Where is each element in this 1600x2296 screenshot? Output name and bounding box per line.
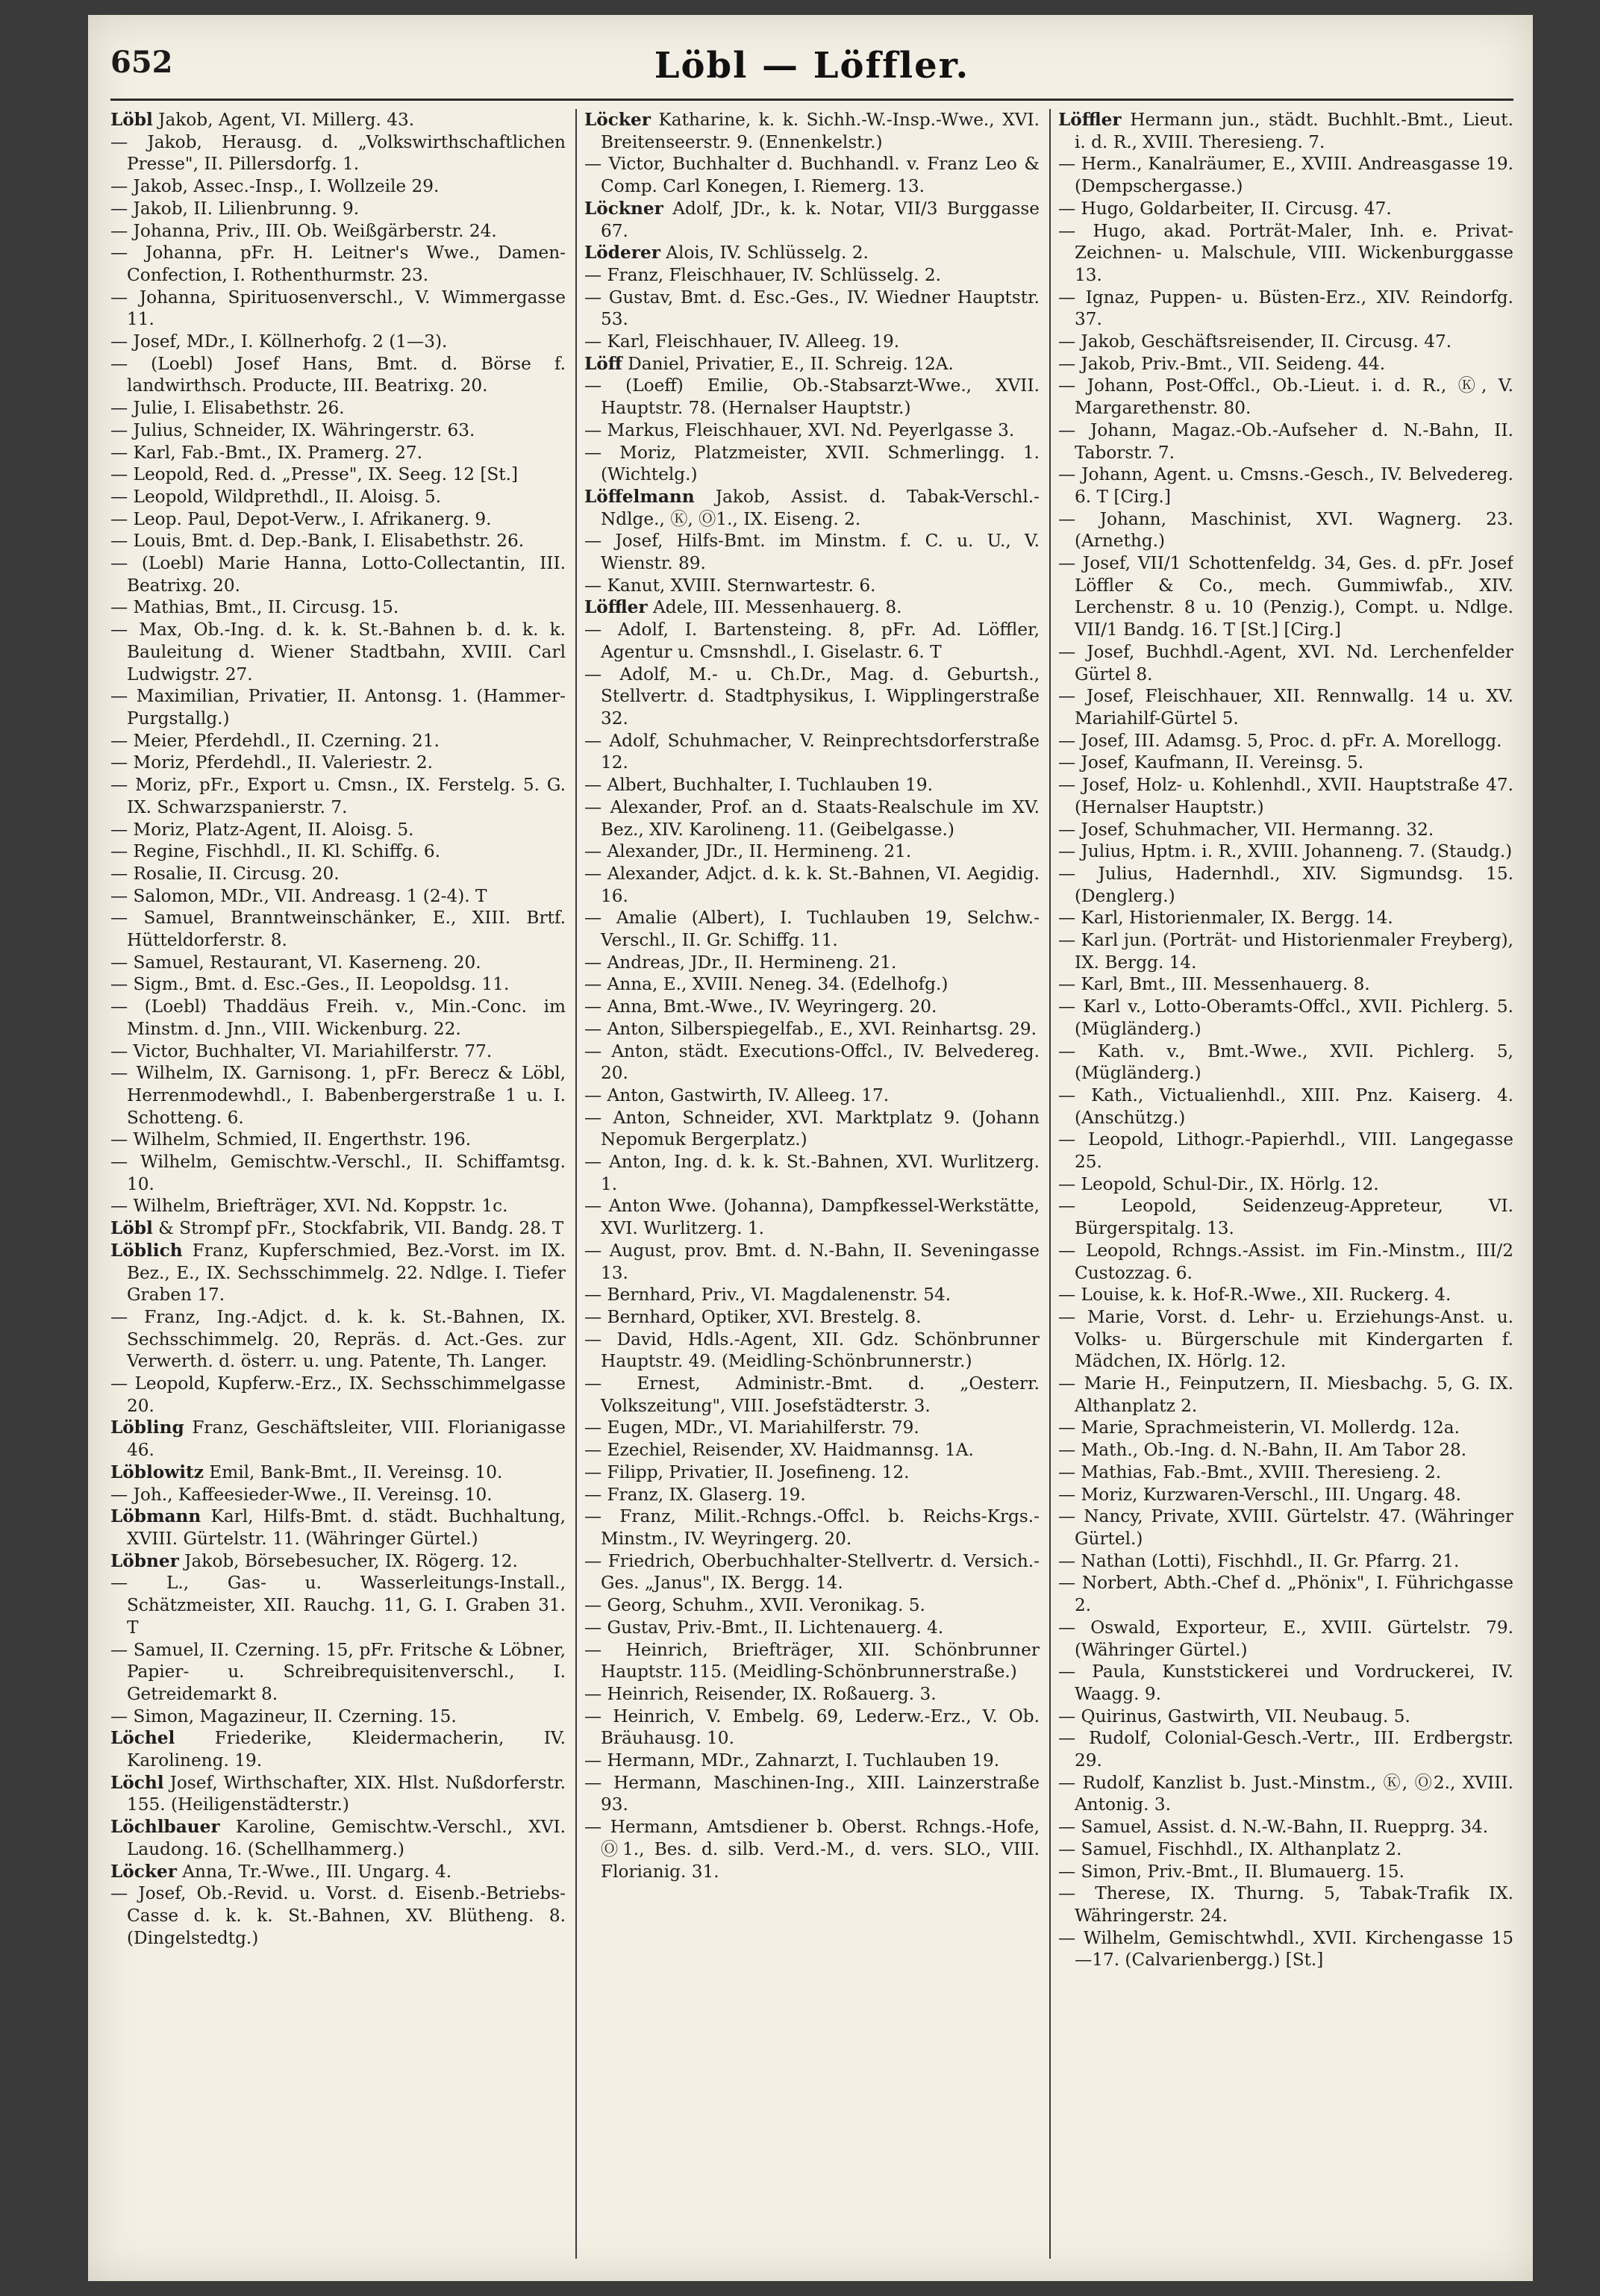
directory-entry: — Wilhelm, IX. Garnisong. 1, pFr. Berecz & Löbl, Herrenmodewhdl., I. Babenbergerstraße 1 u. I. Schotteng. 6.: [110, 1063, 566, 1128]
directory-entry: — Anna, Bmt.-Wwe., IV. Weyringerg. 20.: [584, 996, 937, 1017]
directory-entry: — Adolf, I. Bartensteing. 8, pFr. Ad. Löffler, Agentur u. Cmsnshdl., I. Giselastr. 6. T: [584, 620, 1040, 662]
page-number: 652: [110, 45, 173, 80]
directory-entry: — Franz, Ing.-Adjct. d. k. k. St.-Bahnen, IX. Sechsschimmelg. 20, Repräs. d. Act.-Ges. zur Verwerth. d. österr. u. ung. Patente, Th. Langer.: [110, 1306, 566, 1372]
directory-entry: — Julius, Schneider, IX. Währingerstr. 63.: [110, 419, 475, 440]
directory-entry: — Anton, Schneider, XVI. Marktplatz 9. (Johann Nepomuk Bergerplatz.): [584, 1107, 1040, 1150]
directory-entry: — Filipp, Privatier, II. Josefineng. 12.: [584, 1461, 910, 1482]
directory-entry: Löbl & Strompf pFr., Stockfabrik, VII. Bandg. 28. T: [110, 1218, 564, 1239]
directory-entry: Löffelmann Jakob, Assist. d. Tabak-Verschl.-Ndlge., Ⓚ, Ⓞ1., IX. Eiseng. 2.: [584, 486, 1040, 529]
directory-entry: — Rosalie, II. Circusg. 20.: [110, 863, 340, 884]
directory-entry: — Marie, Vorst. d. Lehr- u. Erziehungs-Anst. u. Volks- u. Bürgerschule mit Kindergarten f. Mädchen, IX. Hörlg. 12.: [1058, 1306, 1513, 1372]
directory-entry: — Ignaz, Puppen- u. Büsten-Erz., XIV. Reindorfg. 37.: [1058, 287, 1513, 330]
directory-entry: — Ezechiel, Reisender, XV. Haidmannsg. 1A.: [584, 1440, 974, 1461]
directory-entry: — Wilhelm, Gemischtwhdl., XVII. Kirchengasse 15—17. (Calvarienbergg.) [St.]: [1058, 1927, 1513, 1971]
directory-entry: — Josef, Schuhmacher, VII. Hermanng. 32.: [1058, 819, 1434, 840]
directory-entry: — Johann, Post-Offcl., Ob.-Lieut. i. d. R., Ⓚ, V. Margarethenstr. 80.: [1058, 375, 1513, 419]
directory-entry: Löchlbauer Karoline, Gemischtw.-Verschl., XVI. Laudong. 16. (Schellhammerg.): [110, 1817, 566, 1859]
directory-entry: — Anton, städt. Executions-Offcl., IV. Belvedereg. 20.: [584, 1041, 1040, 1084]
directory-entry: — Franz, Milit.-Rchngs.-Offcl. b. Reichs-Krgs.-Minstm., IV. Weyringerg. 20.: [584, 1506, 1040, 1549]
directory-entry: — Leop. Paul, Depot-Verw., I. Afrikanerg. 9.: [110, 508, 492, 529]
directory-entry: — Meier, Pferdehdl., II. Czerning. 21.: [110, 730, 440, 751]
directory-entry: — Franz, IX. Glaserg. 19.: [584, 1484, 806, 1505]
directory-entry: — Kath. v., Bmt.-Wwe., XVII. Pichlerg. 5, (Mügländerg.): [1058, 1041, 1513, 1084]
directory-entry: — Johann, Magaz.-Ob.-Aufseher d. N.-Bahn, II. Taborstr. 7.: [1058, 419, 1513, 463]
directory-entry: Löblowitz Emil, Bank-Bmt., II. Vereinsg. 10.: [110, 1461, 503, 1482]
directory-entry: — Victor, Buchhalter, VI. Mariahilferstr. 77.: [110, 1041, 493, 1061]
directory-entry: — Hugo, akad. Porträt-Maler, Inh. e. Privat-Zeichnen- u. Malschule, VIII. Wickenburggasse 13.: [1058, 220, 1513, 285]
directory-entry: — Moriz, pFr., Export u. Cmsn., IX. Ferstelg. 5. G. IX. Schwarzspanierstr. 7.: [110, 775, 566, 817]
directory-entry: — Samuel, Assist. d. N.-W.-Bahn, II. Ruepprg. 34.: [1058, 1817, 1489, 1838]
directory-entry: — Anton, Silberspiegelfab., E., XVI. Reinhartsg. 29.: [584, 1018, 1037, 1039]
directory-entry: — (Loebl) Thaddäus Freih. v., Min.-Conc. im Minstm. d. Jnn., VIII. Wickenburg. 22.: [110, 996, 566, 1039]
directory-entry: — Josef, III. Adamsg. 5, Proc. d. pFr. A. Morellogg.: [1058, 730, 1502, 751]
directory-entry: — Anna, E., XVIII. Neneg. 34. (Edelhofg.): [584, 974, 949, 995]
directory-entry: — Wilhelm, Schmied, II. Engerthstr. 196.: [110, 1129, 472, 1150]
directory-entry: — Hermann, Maschinen-Ing., XIII. Lainzerstraße 93.: [584, 1772, 1040, 1815]
directory-entry: — Julius, Hadernhdl., XIV. Sigmundsg. 15. (Denglerg.): [1058, 863, 1513, 906]
directory-entry: — Georg, Schuhm., XVII. Veronikag. 5.: [584, 1595, 925, 1616]
directory-entry: — Norbert, Abth.-Chef d. „Phönix", I. Führichgasse 2.: [1058, 1573, 1513, 1616]
directory-entry: — Leopold, Rchngs.-Assist. im Fin.-Minstm., III/2 Custozzag. 6.: [1058, 1240, 1513, 1283]
column-3: [1058, 109, 1513, 2259]
directory-entry: — Joh., Kaffeesieder-Wwe., II. Vereinsg. 10.: [110, 1484, 493, 1505]
directory-page: [88, 15, 1533, 2281]
directory-entry: — Rudolf, Kanzlist b. Just.-Minstm., Ⓚ, Ⓞ2., XVIII. Antonig. 3.: [1058, 1772, 1513, 1815]
directory-entry: — Maximilian, Privatier, II. Antonsg. 1. (Hammer-Purgstallg.): [110, 686, 566, 729]
directory-entry: — Anton Wwe. (Johanna), Dampfkessel-Werkstätte, XVI. Wurlitzerg. 1.: [584, 1196, 1040, 1239]
directory-entry: — Eugen, MDr., VI. Mariahilferstr. 79.: [584, 1417, 919, 1438]
directory-entry: Löchl Josef, Wirthschafter, XIX. Hlst. Nußdorferstr. 155. (Heiligenstädterstr.): [110, 1772, 566, 1815]
directory-entry: Löckner Adolf, JDr., k. k. Notar, VII/3 Burggasse 67.: [584, 198, 1040, 241]
directory-entry: — Nancy, Private, XVIII. Gürtelstr. 47. (Währinger Gürtel.): [1058, 1506, 1513, 1549]
directory-entry: — Jakob, II. Lilienbrunng. 9.: [110, 198, 360, 219]
page-header: [110, 45, 1513, 97]
directory-entry: — Nathan (Lotti), Fischhdl., II. Gr. Pfarrg. 21.: [1058, 1550, 1460, 1571]
directory-entry: — Karl, Historienmaler, IX. Bergg. 14.: [1058, 908, 1393, 929]
directory-entry: — Johann, Agent. u. Cmsns.-Gesch., IV. Belvedereg. 6. T [Cirg.]: [1058, 464, 1513, 507]
directory-entry: — Herm., Kanalräumer, E., XVIII. Andreasgasse 19. (Dempschergasse.): [1058, 154, 1513, 197]
directory-entry: — Karl jun. (Porträt- und Historienmaler Freyberg), IX. Bergg. 14.: [1058, 930, 1513, 973]
directory-entry: — David, Hdls.-Agent, XII. Gdz. Schönbrunner Hauptstr. 49. (Meidling-Schönbrunnerstr.): [584, 1329, 1040, 1372]
directory-entry: — Louise, k. k. Hof-R.-Wwe., XII. Ruckerg. 4.: [1058, 1285, 1451, 1305]
column-1: [110, 109, 566, 2259]
directory-entry: — Heinrich, Reisender, IX. Roßauerg. 3.: [584, 1683, 937, 1704]
directory-entry: — Moriz, Platzmeister, XVII. Schmerlingg. 1. (Wichtelg.): [584, 442, 1040, 485]
directory-entry: — Leopold, Seidenzeug-Appreteur, VI. Bürgerspitalg. 13.: [1058, 1196, 1513, 1239]
directory-entry: — Jakob, Assec.-Insp., I. Wollzeile 29.: [110, 176, 440, 197]
directory-entry: — Paula, Kunststickerei und Vordruckerei, IV. Waagg. 9.: [1058, 1662, 1513, 1704]
directory-entry: — Alexander, JDr., II. Hermineng. 21.: [584, 841, 912, 862]
directory-entry: — Wilhelm, Gemischtw.-Verschl., II. Schiffamtsg. 10.: [110, 1152, 566, 1194]
directory-entry: — Alexander, Prof. an d. Staats-Realschule im XV. Bez., XIV. Karolineng. 11. (Geibelgasse.): [584, 796, 1040, 840]
directory-entry: — Samuel, Fischhdl., IX. Althanplatz 2.: [1058, 1838, 1402, 1859]
directory-entry: — Hermann, Amtsdiener b. Oberst. Rchngs.-Hofe, Ⓞ1., Bes. d. silb. Verd.-M., d. vers. SLO., VIII. Florianig. 31.: [584, 1817, 1040, 1882]
directory-entry: — Josef, Fleischhauer, XII. Rennwallg. 14 u. XV. Mariahilf-Gürtel 5.: [1058, 686, 1513, 729]
directory-entry: — Bernhard, Optiker, XVI. Brestelg. 8.: [584, 1306, 922, 1327]
directory-entry: — Moriz, Kurzwaren-Verschl., III. Ungarg. 48.: [1058, 1484, 1462, 1505]
directory-entry: — Anton, Ing. d. k. k. St.-Bahnen, XVI. Wurlitzerg. 1.: [584, 1152, 1040, 1194]
directory-entry: — Sigm., Bmt. d. Esc.-Ges., II. Leopoldsg. 11.: [110, 974, 510, 995]
directory-entry: — Heinrich, Briefträger, XII. Schönbrunner Hauptstr. 115. (Meidling-Schönbrunnerstraße.): [584, 1639, 1040, 1682]
directory-entry: — Samuel, Restaurant, VI. Kaserneng. 20.: [110, 952, 481, 973]
directory-entry: — Hermann, MDr., Zahnarzt, I. Tuchlauben 19.: [584, 1750, 1000, 1771]
directory-entry: — Julie, I. Elisabethstr. 26.: [110, 398, 345, 419]
directory-entry: — Ernest, Administr.-Bmt. d. „Oesterr. Volkszeitung", VIII. Josefstädterstr. 3.: [584, 1373, 1040, 1416]
directory-entry: — Oswald, Exporteur, E., XVIII. Gürtelstr. 79. (Währinger Gürtel.): [1058, 1617, 1513, 1660]
directory-entry: — Friedrich, Oberbuchhalter-Stellvertr. d. Versich.-Ges. „Janus", IX. Bergg. 14.: [584, 1550, 1040, 1594]
directory-entry: — August, prov. Bmt. d. N.-Bahn, II. Seveningasse 13.: [584, 1240, 1040, 1283]
directory-entry: Löbmann Karl, Hilfs-Bmt. d. städt. Buchhaltung, XVIII. Gürtelstr. 11. (Währinger Gürtel.): [110, 1506, 566, 1549]
directory-entry: Löbl Jakob, Agent, VI. Millerg. 43.: [110, 110, 415, 130]
directory-entry: — Karl, Fleischhauer, IV. Alleeg. 19.: [584, 331, 900, 352]
directory-entry: — Mathias, Fab.-Bmt., XVIII. Theresieng. 2.: [1058, 1461, 1442, 1482]
directory-entry: — Max, Ob.-Ing. d. k. k. St.-Bahnen b. d. k. k. Bauleitung d. Wiener Stadtbahn, XVIII. Carl Ludwigstr. 27.: [110, 620, 566, 684]
directory-entry: — Josef, MDr., I. Köllnerhofg. 2 (1—3).: [110, 331, 448, 352]
running-head: Löbl — Löffler.: [654, 45, 970, 87]
directory-entry: — Andreas, JDr., II. Hermineng. 21.: [584, 952, 897, 973]
directory-entry: — Julius, Hptm. i. R., XVIII. Johanneng. 7. (Staudg.): [1058, 841, 1513, 862]
directory-entry: — Anton, Gastwirth, IV. Alleeg. 17.: [584, 1085, 890, 1105]
directory-entry: — Gustav, Bmt. d. Esc.-Ges., IV. Wiedner Hauptstr. 53.: [584, 287, 1040, 330]
directory-entry: — Quirinus, Gastwirth, VII. Neubaug. 5.: [1058, 1706, 1410, 1726]
directory-entry: Löcker Anna, Tr.-Wwe., III. Ungarg. 4.: [110, 1861, 452, 1882]
column-divider: [1049, 109, 1051, 2259]
directory-entry: — Leopold, Red. d. „Presse", IX. Seeg. 12 [St.]: [110, 464, 519, 485]
directory-entry: — Gustav, Priv.-Bmt., II. Lichtenauerg. 4.: [584, 1617, 944, 1638]
directory-entry: — Math., Ob.-Ing. d. N.-Bahn, II. Am Tabor 28.: [1058, 1440, 1467, 1461]
directory-entry: Löffler Adele, III. Messenhauerg. 8.: [584, 597, 902, 618]
directory-entry: — Johanna, Priv., III. Ob. Weißgärberstr. 24.: [110, 220, 497, 241]
directory-entry: Löchel Friederike, Kleidermacherin, IV. Karolineng. 19.: [110, 1728, 566, 1771]
directory-entry: — Louis, Bmt. d. Dep.-Bank, I. Elisabethstr. 26.: [110, 531, 525, 552]
directory-entry: — Leopold, Wildprethdl., II. Aloisg. 5.: [110, 486, 442, 507]
directory-entry: — Jakob, Herausg. d. „Volkswirthschaftlichen Presse", II. Pillersdorfg. 1.: [110, 131, 566, 175]
directory-entry: — Josef, Kaufmann, II. Vereinsg. 5.: [1058, 752, 1364, 773]
column-divider: [575, 109, 577, 2259]
directory-entry: — Kanut, XVIII. Sternwartestr. 6.: [584, 575, 876, 596]
directory-entry: — (Loebl) Marie Hanna, Lotto-Collectantin, III. Beatrixg. 20.: [110, 553, 566, 596]
directory-entry: — Kath., Victualienhdl., XIII. Pnz. Kaiserg. 4. (Anschützg.): [1058, 1085, 1513, 1128]
directory-entry: — Albert, Buchhalter, I. Tuchlauben 19.: [584, 775, 933, 796]
directory-entry: — Rudolf, Colonial-Gesch.-Vertr., III. Erdbergstr. 29.: [1058, 1728, 1513, 1771]
directory-entry: — Adolf, M.- u. Ch.Dr., Mag. d. Geburtsh., Stellvertr. d. Stadtphysikus, I. Wipplingerstraße 32.: [584, 664, 1040, 729]
directory-entry: — Franz, Fleischhauer, IV. Schlüsselg. 2.: [584, 264, 941, 285]
directory-entry: Löffler Hermann jun., städt. Buchhlt.-Bmt., Lieut. i. d. R., XVIII. Theresieng. 7.: [1058, 110, 1513, 152]
directory-entry: — Heinrich, V. Embelg. 69, Lederw.-Erz., V. Ob. Bräuhausg. 10.: [584, 1706, 1040, 1749]
directory-entry: — Victor, Buchhalter d. Buchhandl. v. Franz Leo & Comp. Carl Konegen, I. Riemerg. 13.: [584, 154, 1040, 197]
directory-entry: — Samuel, II. Czerning. 15, pFr. Fritsche & Löbner, Papier- u. Schreibrequisitenverschl., I. Getreidemarkt 8.: [110, 1639, 566, 1704]
directory-entry: — L., Gas- u. Wasserleitungs-Install., Schätzmeister, XII. Rauchg. 11, G. I. Graben 31. T: [110, 1573, 566, 1638]
directory-entry: — Bernhard, Priv., VI. Magdalenenstr. 54.: [584, 1285, 951, 1305]
header-rule: [110, 99, 1513, 101]
directory-entry: — Marie H., Feinputzern, II. Miesbachg. 5, G. IX. Althanplatz 2.: [1058, 1373, 1513, 1416]
directory-entry: — Johanna, pFr. H. Leitner's Wwe., Damen-Confection, I. Rothenthurmstr. 23.: [110, 243, 566, 285]
column-2: [584, 109, 1040, 2259]
directory-entry: — Amalie (Albert), I. Tuchlauben 19, Selchw.-Verschl., II. Gr. Schiffg. 11.: [584, 908, 1040, 951]
directory-entry: — Markus, Fleischhauer, XVI. Nd. Peyerlgasse 3.: [584, 419, 1015, 440]
directory-entry: — Adolf, Schuhmacher, V. Reinprechtsdorferstraße 12.: [584, 730, 1040, 773]
directory-entry: — Moriz, Pferdehdl., II. Valeriestr. 2.: [110, 752, 434, 773]
directory-entry: — Johanna, Spirituosenverschl., V. Wimmergasse 11.: [110, 287, 566, 330]
directory-entry: — Alexander, Adjct. d. k. k. St.-Bahnen, VI. Aegidig. 16.: [584, 863, 1040, 906]
directory-entry: Löbling Franz, Geschäftsleiter, VIII. Florianigasse 46.: [110, 1417, 566, 1461]
directory-entry: — Leopold, Kupferw.-Erz., IX. Sechsschimmelgasse 20.: [110, 1373, 566, 1416]
directory-entry: — Leopold, Lithogr.-Papierhdl., VIII. Langegasse 25.: [1058, 1129, 1513, 1173]
directory-entry: — Leopold, Schul-Dir., IX. Hörlg. 12.: [1058, 1173, 1379, 1194]
directory-entry: — Marie, Sprachmeisterin, VI. Mollerdg. 12a.: [1058, 1417, 1460, 1438]
directory-entry: — Karl, Bmt., III. Messenhauerg. 8.: [1058, 974, 1370, 995]
directory-entry: — Josef, Hilfs-Bmt. im Minstm. f. C. u. U., V. Wienstr. 89.: [584, 531, 1040, 574]
directory-entry: — Josef, Holz- u. Kohlenhdl., XVII. Hauptstraße 47. (Hernalser Hauptstr.): [1058, 775, 1513, 817]
directory-entry: — Josef, VII/1 Schottenfeldg. 34, Ges. d. pFr. Josef Löffler & Co., mech. Gummiwfab., XIV. Lerchenstr. 8 u. 10 (Penzig.), Compt. u. Ndlge. VII/1 Bandg. 16. T [St.] [Cirg.]: [1058, 553, 1513, 640]
directory-entry: — Karl, Fab.-Bmt., IX. Pramerg. 27.: [110, 442, 422, 463]
directory-entry: — Josef, Buchhdl.-Agent, XVI. Nd. Lerchenfelder Gürtel 8.: [1058, 641, 1513, 684]
directory-entry: Löbner Jakob, Börsebesucher, IX. Rögerg. 12.: [110, 1550, 518, 1571]
directory-entry: — (Loeff) Emilie, Ob.-Stabsarzt-Wwe., XVII. Hauptstr. 78. (Hernalser Hauptstr.): [584, 375, 1040, 419]
directory-entry: — Josef, Ob.-Revid. u. Vorst. d. Eisenb.-Betriebs-Casse d. k. k. St.-Bahnen, XV. Blütheng. 8. (Dingelstedtg.): [110, 1883, 566, 1948]
directory-entry: Löblich Franz, Kupferschmied, Bez.-Vorst. im IX. Bez., E., IX. Sechsschimmelg. 22. Ndlge. I. Tiefer Graben 17.: [110, 1240, 566, 1305]
directory-entry: — Simon, Priv.-Bmt., II. Blumauerg. 15.: [1058, 1861, 1405, 1882]
directory-entry: Löff Daniel, Privatier, E., II. Schreig. 12A.: [584, 353, 954, 374]
directory-entry: — Simon, Magazineur, II. Czerning. 15.: [110, 1706, 457, 1726]
directory-entry: — Hugo, Goldarbeiter, II. Circusg. 47.: [1058, 198, 1392, 219]
directory-entry: — Moriz, Platz-Agent, II. Aloisg. 5.: [110, 819, 414, 840]
directory-entry: — Johann, Maschinist, XVI. Wagnerg. 23. (Arnethg.): [1058, 508, 1513, 552]
directory-entry: — Salomon, MDr., VII. Andreasg. 1 (2-4). T: [110, 885, 487, 906]
directory-entry: Löderer Alois, IV. Schlüsselg. 2.: [584, 243, 869, 263]
directory-columns: [110, 109, 1513, 2259]
directory-entry: — Mathias, Bmt., II. Circusg. 15.: [110, 597, 399, 618]
directory-entry: — Therese, IX. Thurng. 5, Tabak-Trafik IX. Währingerstr. 24.: [1058, 1883, 1513, 1926]
directory-entry: — (Loebl) Josef Hans, Bmt. d. Börse f. landwirthsch. Producte, III. Beatrixg. 20.: [110, 353, 566, 396]
directory-entry: — Wilhelm, Briefträger, XVI. Nd. Koppstr. 1c.: [110, 1196, 508, 1217]
directory-entry: — Karl v., Lotto-Oberamts-Offcl., XVII. Pichlerg. 5. (Mügländerg.): [1058, 996, 1513, 1039]
directory-entry: — Jakob, Priv.-Bmt., VII. Seideng. 44.: [1058, 353, 1386, 374]
directory-entry: — Regine, Fischhdl., II. Kl. Schiffg. 6.: [110, 841, 440, 862]
directory-entry: — Jakob, Geschäftsreisender, II. Circusg. 47.: [1058, 331, 1452, 352]
directory-entry: Löcker Katharine, k. k. Sichh.-W.-Insp.-Wwe., XVI. Breitenseerstr. 9. (Ennenkelstr.): [584, 110, 1040, 152]
directory-entry: — Samuel, Branntweinschänker, E., XIII. Brtf. Hütteldorferstr. 8.: [110, 908, 566, 951]
